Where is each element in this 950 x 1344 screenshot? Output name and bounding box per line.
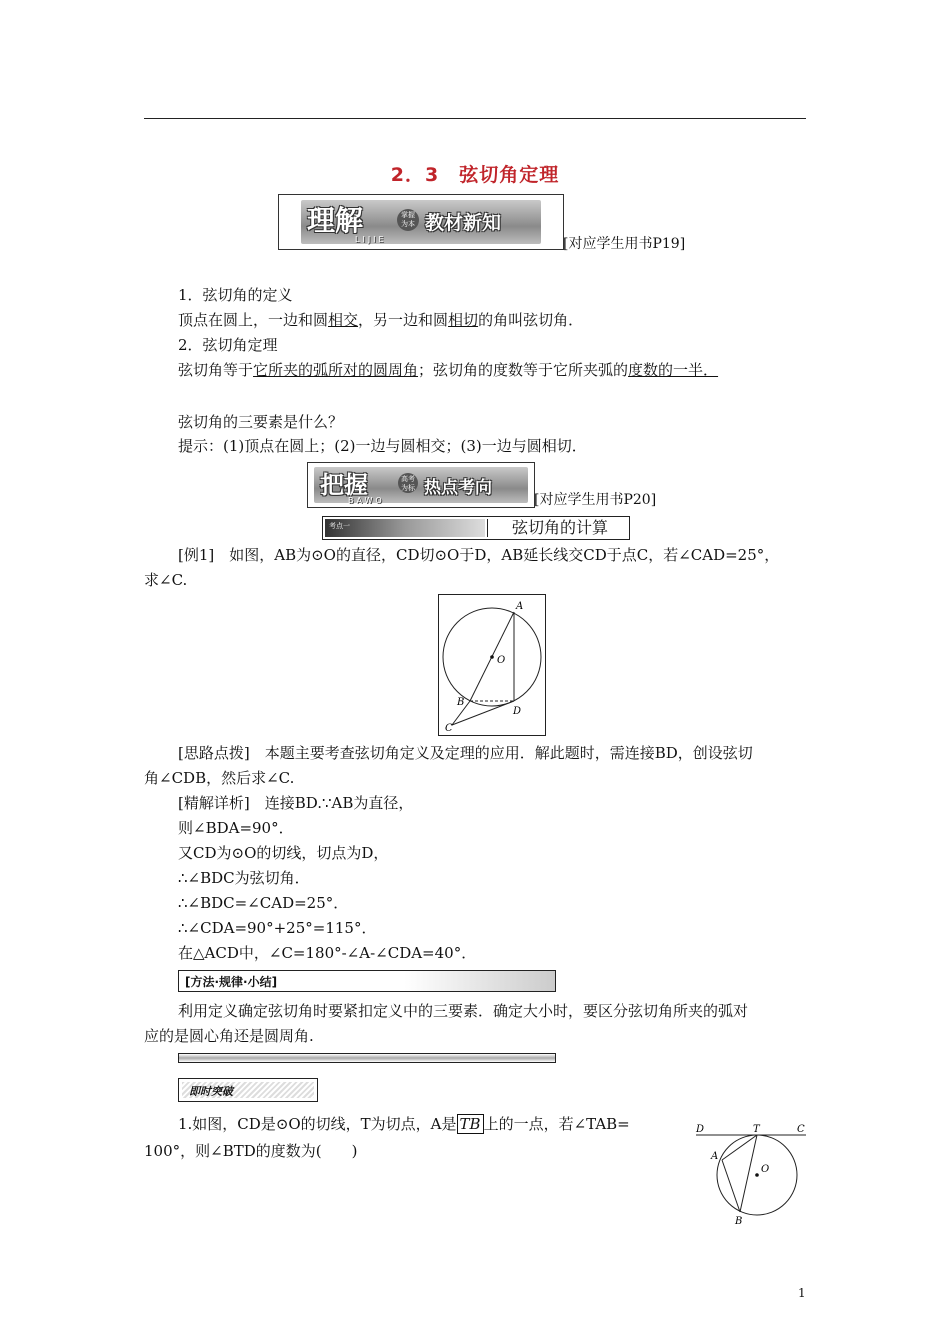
solution-line: ∴∠CDA=90°+25°=115°．	[178, 919, 377, 937]
chord-tb	[740, 1135, 757, 1212]
solution-line: ∴∠BDC=∠CAD=25°．	[178, 894, 349, 912]
def-text: 的角叫弦切角．	[478, 311, 584, 329]
label-o: O	[497, 655, 506, 666]
page-number: 1	[798, 1286, 806, 1300]
def-underline: 相交	[328, 311, 359, 329]
solution-line: 在△ACD中，∠C=180°-∠A-∠CDA=40°．	[178, 944, 477, 962]
question: 弦切角的三要素是什么？	[178, 413, 344, 431]
banner-pinyin: BAWO	[348, 496, 385, 505]
section-divider	[487, 519, 488, 537]
label-c: C	[797, 1124, 805, 1135]
method-line-1: 利用定义确定弦切角时要紧扣定义中的三要素．确定大小时，要区分弦切角所夹的弧对	[178, 1002, 749, 1020]
theorem-underline: 度数的一半．	[628, 361, 719, 379]
method-bar-label: [方法·规律·小结]	[185, 975, 278, 989]
page-title: 2．3 弦切角定理	[390, 164, 560, 186]
banner-big-word: 理解	[307, 204, 364, 237]
q1-text: 上的一点，若∠TAB=	[483, 1115, 630, 1133]
banner-sub-word: 热点考向	[424, 478, 492, 498]
figure-1	[438, 594, 546, 736]
def-heading-1: 1．弦切角的定义	[178, 286, 293, 304]
banner-badge: 掌握 为本	[397, 209, 419, 231]
label-c: C	[445, 723, 453, 734]
analysis-line-1: [思路点拨] 本题主要考查弦切角定义及定理的应用．解此题时，需连接BD，创设弦切	[178, 744, 753, 762]
theorem-text: ；弦切角的度数等于它所夹弧的	[418, 361, 629, 379]
label-o: O	[761, 1164, 770, 1175]
banner-big-word: 把握	[320, 471, 368, 499]
banner-ref: [对应学生用书P20]	[534, 492, 657, 508]
def-underline: 相切	[448, 311, 479, 329]
arc-tb: TB	[457, 1114, 484, 1134]
section-title: 弦切角的计算	[512, 518, 609, 537]
label-d: D	[513, 706, 522, 717]
banner-pinyin: LIJIE	[355, 235, 387, 244]
figure-1-drawing	[439, 595, 545, 735]
label-a: A	[711, 1151, 719, 1162]
def-text: 顶点在圆上，一边和圆	[178, 311, 329, 329]
chord-ab	[722, 1160, 740, 1212]
banner-badge: 高考 为标	[398, 473, 418, 493]
solution-line: ∴∠BDC为弦切角．	[178, 869, 310, 887]
analysis-line-2: 角∠CDB，然后求∠C.	[144, 769, 295, 787]
label-b: B	[735, 1216, 743, 1227]
theorem-underline: 它所夹的弧所对的圆周角	[253, 361, 419, 379]
solution-line: 则∠BDA=90°．	[178, 819, 294, 837]
practice-q1-line-2: 100°，则∠BTD的度数为( )	[144, 1142, 358, 1160]
center-o	[490, 655, 494, 659]
center-o	[755, 1173, 759, 1177]
figure-2	[690, 1118, 808, 1228]
banner-grasp	[307, 462, 535, 508]
hint: 提示：(1)顶点在圆上；(2)一边与圆相交；(3)一边与圆相切．	[178, 437, 587, 455]
banner-understand	[278, 194, 564, 250]
practice-bar	[178, 1078, 318, 1102]
solution-line: [精解详析] 连接BD.∵AB为直径，	[178, 794, 414, 812]
section-tag: 考点一	[329, 522, 350, 530]
def-heading-2: 2．弦切角定理	[178, 336, 278, 354]
label-a: A	[516, 601, 524, 612]
banner-ref: [对应学生用书P19]	[563, 236, 686, 252]
method-end-bar	[178, 1053, 556, 1063]
example-line-2: 求∠C.	[144, 571, 188, 589]
method-bar	[178, 970, 556, 992]
example-line-1: [例1] 如图，AB为⊙O的直径，CD切⊙O于D，AB延长线交CD于点C，若∠CAD=25°，	[178, 546, 780, 564]
theorem-text: 弦切角等于	[178, 361, 254, 379]
def-paragraph-1	[178, 310, 583, 330]
q1-text: 1.如图，CD是⊙O的切线，T为切点，A是	[178, 1115, 457, 1133]
def-text: ，另一边和圆	[358, 311, 449, 329]
top-rule	[144, 118, 806, 119]
label-t: T	[753, 1124, 760, 1135]
solution-line: 又CD为⊙O的切线，切点为D，	[178, 844, 389, 862]
practice-q1-line-1	[178, 1114, 630, 1134]
def-paragraph-2	[178, 360, 718, 380]
method-line-2: 应的是圆心角还是圆周角.	[144, 1027, 314, 1045]
label-b: B	[457, 697, 465, 708]
practice-bar-label: 即时突破	[189, 1085, 233, 1098]
label-d: D	[696, 1124, 705, 1135]
banner-sub-word: 教材新知	[425, 212, 502, 234]
